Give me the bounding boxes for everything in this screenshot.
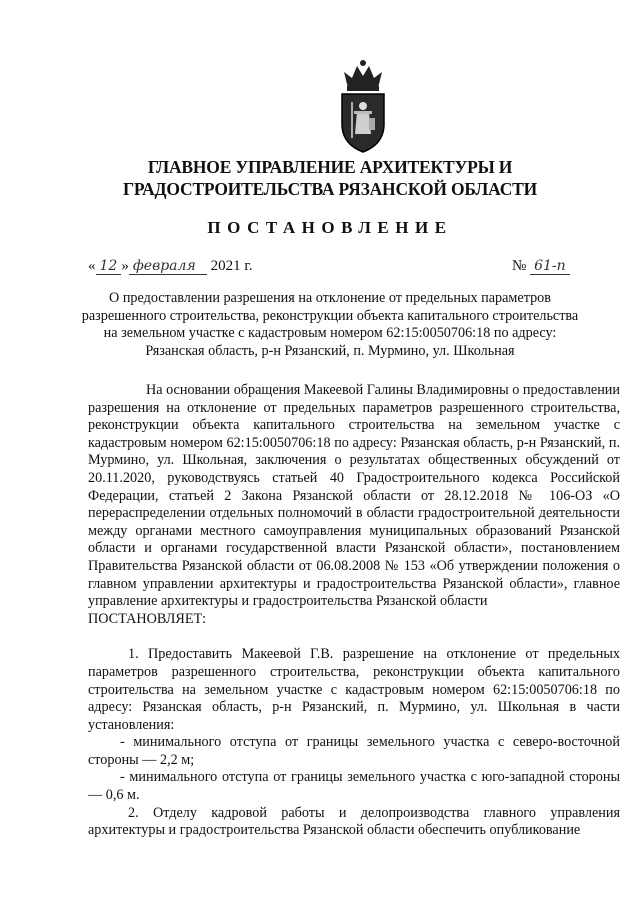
date-month: февраля [129,258,207,275]
number-value: 61-п [530,258,570,275]
document-type-title: ПОСТАНОВЛЕНИЕ [207,218,453,237]
document-subject: О предоставлении разрешения на отклонение от предельных параметров разрешенного строительства, реконструкции объекта капитального строительства на земельном участке с кадастровым номером 62:15:0050706:18 по адресу: Рязанская область, р-н Рязанский, п. Мурмино, ул. Школьная [81,290,579,359]
document-number [512,258,570,275]
date-day: 12 [96,258,122,275]
ryazan-coat-of-arms-icon [330,58,396,154]
document-date [88,258,253,275]
date-year: 2021 г. [210,258,253,274]
document-body [88,382,620,840]
date-open-quote: « [88,258,96,274]
number-prefix: № [512,258,527,274]
preamble-paragraph: На основании обращения Макеевой Галины Владимировны о предоставлении разрешения на отклонение от предельных параметров разрешенного строительства, реконструкции объекта капитального строительства на земельном участке с кадастровым номером 62:15:0050706:18 по адресу: Рязанская область, р-н Рязанский, п. Мурмино, ул. Школьная, заключения о результатах общественных обсуждений от 20.11.2020, руководствуясь статьей 40 Градостроительного кодекса Российской Федерации, статьей 2 Закона Рязанской области от 28.12.2018 № 106-ОЗ «О перераспределении отдельных полномочий в области градостроительной деятельности между органами местного самоуправления муниципальных образований Рязанской области и органами государственной власти Рязанской области», постановлением Правительства Рязанской области от 06.08.2008 № 153 «Об утверждении положения о главном управлении архитектуры и градостроительства Рязанской области», главное управление архитектуры и градостроительства Рязанской области [88,382,620,610]
item-1b-paragraph: - минимального отступа от границы земельного участка с юго-западной стороны — 0,6 м. [88,769,620,804]
item-2-paragraph: 2. Отделу кадровой работы и делопроизводства главного управления архитектуры и градостроительства Рязанской области обеспечить опубликование [88,804,620,839]
date-mid-quote: » [121,258,129,274]
organization-name: ГЛАВНОЕ УПРАВЛЕНИЕ АРХИТЕКТУРЫ И ГРАДОСТРОИТЕЛЬСТВА РЯЗАНСКОЙ ОБЛАСТИ [122,157,538,199]
decree-word: ПОСТАНОВЛЯЕТ: [88,610,207,627]
item-1-paragraph: 1. Предоставить Макеевой Г.В. разрешение на отклонение от предельных параметров разрешенного строительства, реконструкции объекта капитального строительства на земельном участке с кадастровым номером 62:15:0050706:18 по адресу: Рязанская область, р-н Рязанский, п. Мурмино, ул. Школьная в части установления: [88,646,620,733]
item-1a-paragraph: - минимального отступа от границы земельного участка с северо-восточной стороны — 2,2 м; [88,734,620,768]
